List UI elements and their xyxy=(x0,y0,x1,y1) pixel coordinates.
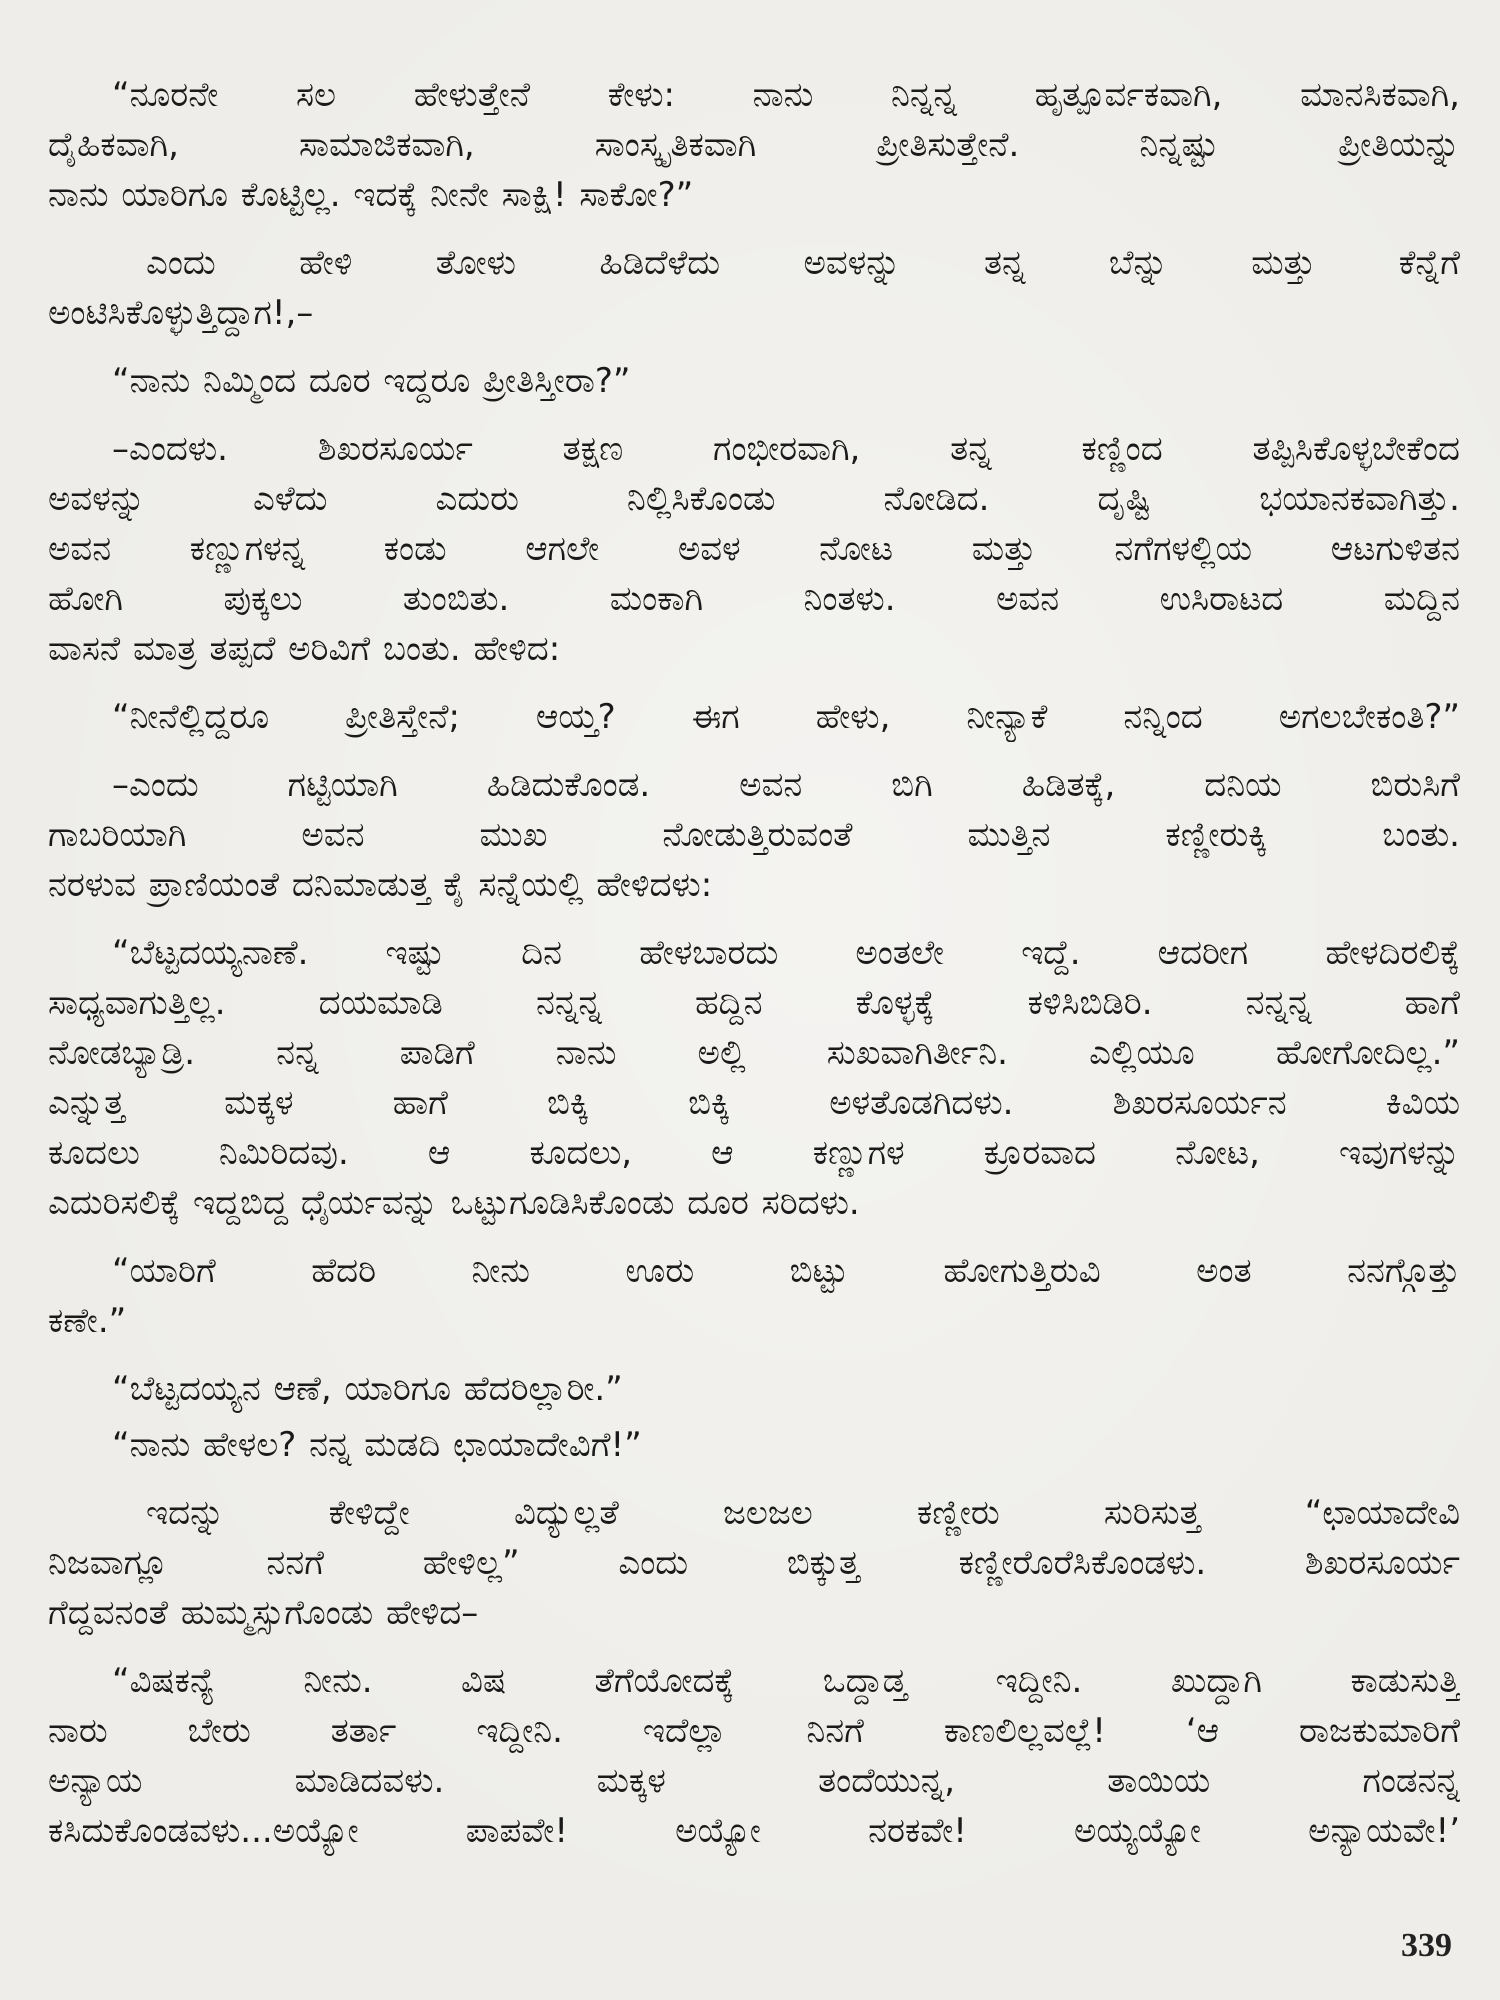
paragraph xyxy=(48,356,1460,406)
text-line: “ಬೆಟ್ಟದಯ್ಯನಾಣೆ. ಇಷ್ಟು ದಿನ ಹೇಳಬಾರದು ಅಂತಲೇ ಇದ್ದೆ. ಆದರೀಗ ಹೇಳದಿರಲಿಕ್ಕೆ xyxy=(112,933,1460,973)
text-line: ಕಣೇ.” xyxy=(48,1301,127,1341)
text-line: –ಎಂದು ಗಟ್ಟಿಯಾಗಿ ಹಿಡಿದುಕೊಂಡ. ಅವನ ಬಿಗಿ ಹಿಡಿತಕ್ಕೆ, ದನಿಯ ಬಿರುಸಿಗೆ xyxy=(112,765,1460,805)
text-line: “ನಾನು ನಿಮ್ಮಿಂದ ದೂರ ಇದ್ದರೂ ಪ್ರೀತಿಸ್ತೀರಾ?” xyxy=(112,361,631,401)
text-line: ನರಳುವ ಪ್ರಾಣಿಯಂತೆ ದನಿಮಾಡುತ್ತ ಕೈ ಸನ್ನೆಯಲ್ಲಿ ಹೇಳಿದಳು: xyxy=(48,865,713,905)
text-line: ಎಂದು ಹೇಳಿ ತೋಳು ಹಿಡಿದೆಳೆದು ಅವಳನ್ನು ತನ್ನ ಬೆನ್ನು ಮತ್ತು ಕೆನ್ನೆಗೆ xyxy=(146,243,1460,283)
text-line: ಹೋಗಿ ಪುಕ್ಕಲು ತುಂಬಿತು. ಮಂಕಾಗಿ ನಿಂತಳು. ಅವನ ಉಸಿರಾಟದ ಮದ್ದಿನ xyxy=(48,579,1460,619)
paragraph xyxy=(48,238,1460,338)
text-line: ಕಸಿದುಕೊಂಡವಳು...ಅಯ್ಯೋ ಪಾಪವೇ! ಅಯ್ಯೋ ನರಕವೇ! ಅಯ್ಯಯ್ಯೋ ಅನ್ಯಾಯವೇ!’ xyxy=(48,1811,1460,1851)
paragraph xyxy=(48,760,1460,910)
paragraph xyxy=(48,1420,1460,1470)
text-line: ಎದುರಿಸಲಿಕ್ಕೆ ಇದ್ದಬಿದ್ದ ಧೈರ್ಯವನ್ನು ಒಟ್ಟುಗೂಡಿಸಿಕೊಂಡು ದೂರ ಸರಿದಳು. xyxy=(48,1183,860,1223)
text-line: “ಬೆಟ್ಟದಯ್ಯನ ಆಣೆ, ಯಾರಿಗೂ ಹೆದರಿಲ್ಲಾರೀ.” xyxy=(112,1369,623,1409)
paragraph xyxy=(48,424,1460,674)
text-line: “ಯಾರಿಗೆ ಹೆದರಿ ನೀನು ಊರು ಬಿಟ್ಟು ಹೋಗುತ್ತಿರುವಿ ಅಂತ ನನಗ್ಗೊತ್ತು xyxy=(112,1251,1460,1291)
text-line: ನಾರು ಬೇರು ತರ್ತಾ ಇದ್ದೀನಿ. ಇದೆಲ್ಲಾ ನಿನಗೆ ಕಾಣಲಿಲ್ಲವಲ್ಲೆ! ‘ಆ ರಾಜಕುಮಾರಿಗೆ xyxy=(48,1711,1460,1751)
text-line: “ನಾನು ಹೇಳಲ? ನನ್ನ ಮಡದಿ ಛಾಯಾದೇವಿಗೆ!” xyxy=(112,1425,642,1465)
paragraph xyxy=(48,1656,1460,1856)
text-line: ನಿಜವಾಗ್ಲೂ ನನಗೆ ಹೇಳಿಲ್ಲ” ಎಂದು ಬಿಕ್ಕುತ್ತ ಕಣ್ಣೀರೊರೆಸಿಕೊಂಡಳು. ಶಿಖರಸೂರ್ಯ xyxy=(48,1543,1460,1583)
text-line: ಎನ್ನುತ್ತ ಮಕ್ಕಳ ಹಾಗೆ ಬಿಕ್ಕಿ ಬಿಕ್ಕಿ ಅಳತೊಡಗಿದಳು. ಶಿಖರಸೂರ್ಯನ ಕಿವಿಯ xyxy=(48,1083,1460,1123)
text-line: ಗಾಬರಿಯಾಗಿ ಅವನ ಮುಖ ನೋಡುತ್ತಿರುವಂತೆ ಮುತ್ತಿನ ಕಣ್ಣೀರುಕ್ಕಿ ಬಂತು. xyxy=(48,815,1460,855)
paragraph xyxy=(48,928,1460,1228)
text-line: “ನೂರನೇ ಸಲ ಹೇಳುತ್ತೇನೆ ಕೇಳು: ನಾನು ನಿನ್ನನ್ನ ಹೃತ್ಪೂರ್ವಕವಾಗಿ, ಮಾನಸಿಕವಾಗಿ, xyxy=(112,75,1460,115)
text-line: ಅಂಟಿಸಿಕೊಳ್ಳುತ್ತಿದ್ದಾಗ!,– xyxy=(48,293,314,333)
text-line: ದೈಹಿಕವಾಗಿ, ಸಾಮಾಜಿಕವಾಗಿ, ಸಾಂಸ್ಕೃತಿಕವಾಗಿ ಪ್ರೀತಿಸುತ್ತೇನೆ. ನಿನ್ನಷ್ಟು ಪ್ರೀತಿಯನ್ನು xyxy=(48,125,1460,165)
text-line: ನಾನು ಯಾರಿಗೂ ಕೊಟ್ಟಿಲ್ಲ. ಇದಕ್ಕೆ ನೀನೇ ಸಾಕ್ಷಿ! ಸಾಕೋ?” xyxy=(48,175,694,215)
text-line: ಅವನ ಕಣ್ಣುಗಳನ್ನ ಕಂಡು ಆಗಲೇ ಅವಳ ನೋಟ ಮತ್ತು ನಗೆಗಳಲ್ಲಿಯ ಆಟಗುಳಿತನ xyxy=(48,529,1460,569)
text-line: “ನೀನೆಲ್ಲಿದ್ದರೂ ಪ್ರೀತಿಸ್ತೇನೆ; ಆಯ್ತ? ಈಗ ಹೇಳು, ನೀನ್ಯಾಕೆ ನನ್ನಿಂದ ಅಗಲಬೇಕಂತಿ?” xyxy=(112,697,1460,737)
page-body-text xyxy=(48,70,1460,1856)
text-line: “ವಿಷಕನ್ಯೆ ನೀನು. ವಿಷ ತೆಗೆಯೋದಕ್ಕೆ ಒದ್ದಾಡ್ತ ಇದ್ದೀನಿ. ಖುದ್ದಾಗಿ ಕಾಡುಸುತ್ತಿ xyxy=(112,1661,1460,1701)
text-line: ಇದನ್ನು ಕೇಳಿದ್ದೇ ವಿದ್ಯುಲ್ಲತೆ ಜಲಜಲ ಕಣ್ಣೀರು ಸುರಿಸುತ್ತ “ಛಾಯಾದೇವಿ xyxy=(146,1493,1460,1533)
text-line: ವಾಸನೆ ಮಾತ್ರ ತಪ್ಪದೆ ಅರಿವಿಗೆ ಬಂತು. ಹೇಳಿದ: xyxy=(48,629,561,669)
paragraph xyxy=(48,692,1460,742)
page-number: 339 xyxy=(1401,1927,1452,1964)
paragraph xyxy=(48,70,1460,220)
text-line: ನೋಡಬ್ಯಾಡ್ರಿ. ನನ್ನ ಪಾಡಿಗೆ ನಾನು ಅಲ್ಲಿ ಸುಖವಾಗಿರ್ತೀನಿ. ಎಲ್ಲಿಯೂ ಹೋಗೋದಿಲ್ಲ.” xyxy=(48,1033,1460,1073)
text-line: ಅವಳನ್ನು ಎಳೆದು ಎದುರು ನಿಲ್ಲಿಸಿಕೊಂಡು ನೋಡಿದ. ದೃಷ್ಟಿ ಭಯಾನಕವಾಗಿತ್ತು. xyxy=(48,479,1460,519)
paragraph xyxy=(48,1364,1460,1414)
text-line: –ಎಂದಳು. ಶಿಖರಸೂರ್ಯ ತಕ್ಷಣ ಗಂಭೀರವಾಗಿ, ತನ್ನ ಕಣ್ಣಿಂದ ತಪ್ಪಿಸಿಕೊಳ್ಳಬೇಕೆಂದ xyxy=(112,429,1460,469)
text-line: ಅನ್ಯಾಯ ಮಾಡಿದವಳು. ಮಕ್ಕಳ ತಂದೆಯುನ್ನ, ತಾಯಿಯ ಗಂಡನನ್ನ xyxy=(48,1761,1460,1801)
text-line: ಗೆದ್ದವನಂತೆ ಹುಮ್ಮಸ್ಸುಗೊಂಡು ಹೇಳಿದ– xyxy=(48,1593,479,1633)
paragraph xyxy=(48,1246,1460,1346)
paragraph xyxy=(48,1488,1460,1638)
text-line: ಸಾಧ್ಯವಾಗುತ್ತಿಲ್ಲ. ದಯಮಾಡಿ ನನ್ನನ್ನ ಹದ್ದಿನ ಕೊಳ್ಳಕ್ಕೆ ಕಳಿಸಿಬಿಡಿರಿ. ನನ್ನನ್ನ ಹಾಗೆ xyxy=(48,983,1460,1023)
text-line: ಕೂದಲು ನಿಮಿರಿದವು. ಆ ಕೂದಲು, ಆ ಕಣ್ಣುಗಳ ಕ್ರೂರವಾದ ನೋಟ, ಇವುಗಳನ್ನು xyxy=(48,1133,1460,1173)
